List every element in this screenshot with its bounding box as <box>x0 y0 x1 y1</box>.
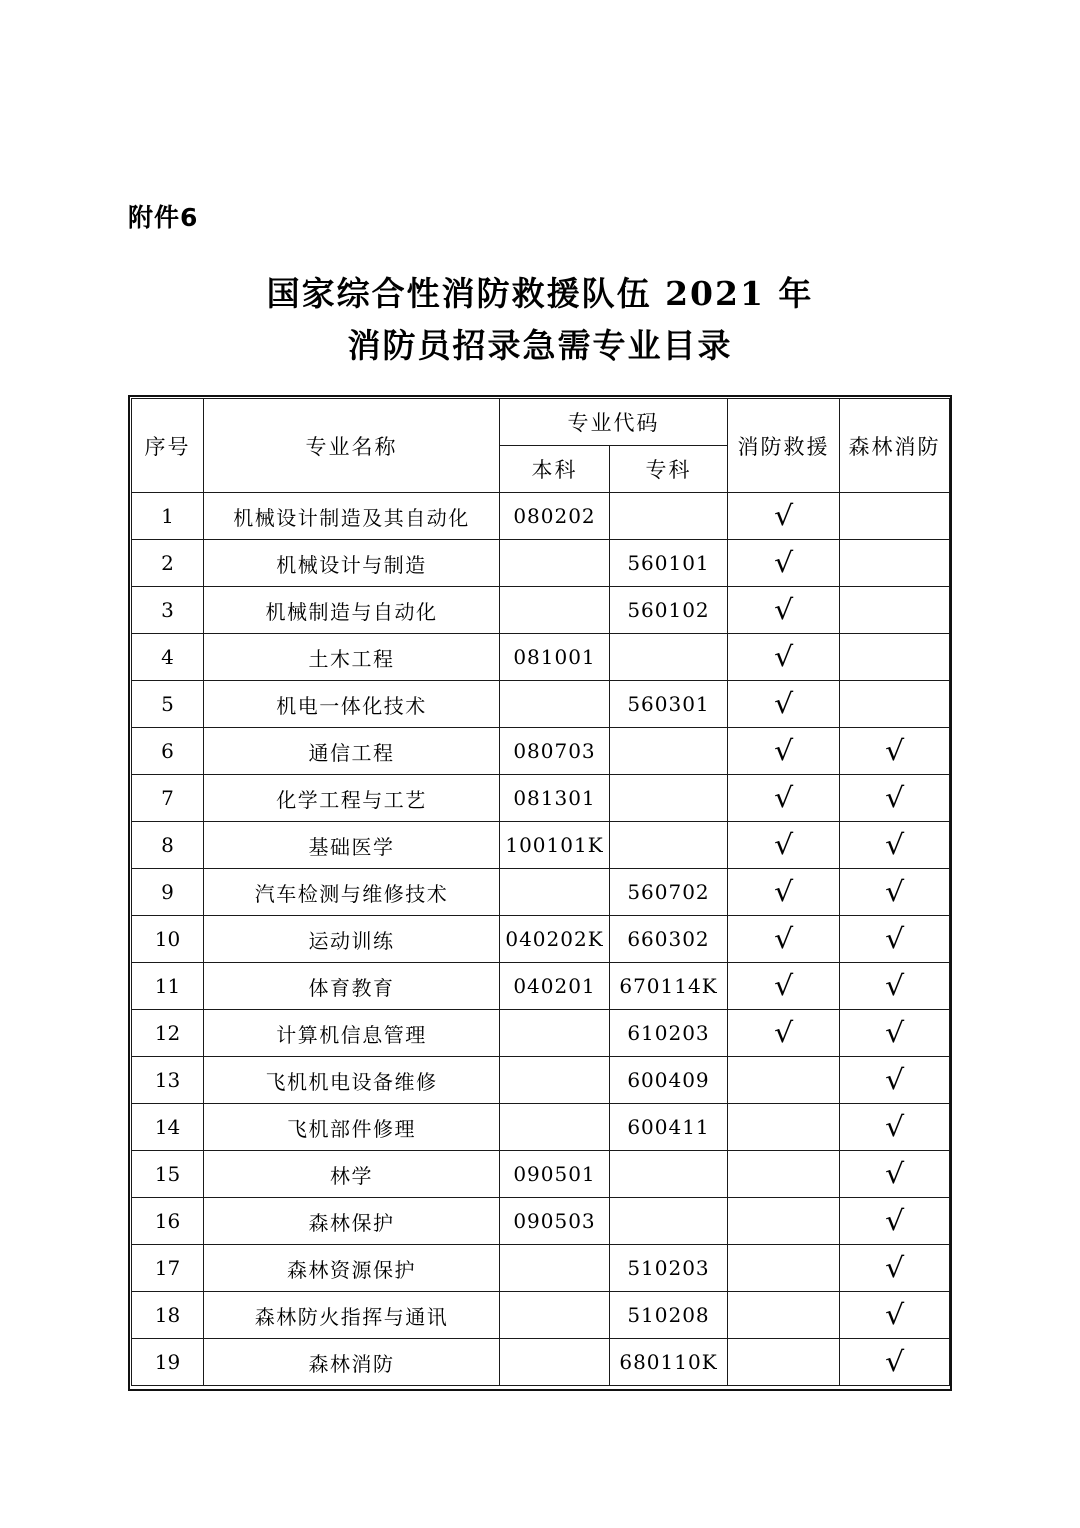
check-icon: √ <box>884 1157 905 1190</box>
cell-forest-fire <box>840 1245 950 1292</box>
cell-major-name: 飞机部件修理 <box>204 1104 500 1151</box>
cell-fire-rescue <box>728 1010 840 1057</box>
table-row <box>132 869 950 916</box>
title-line-1: 国家综合性消防救援队伍 2021 年 <box>266 274 814 313</box>
check-icon: √ <box>773 687 794 720</box>
cell-code-undergrad: 080703 <box>500 728 610 775</box>
table-row <box>132 1245 950 1292</box>
check-icon: √ <box>884 1251 905 1284</box>
check-icon: √ <box>773 875 794 908</box>
cell-code-college: 560102 <box>610 587 728 634</box>
cell-code-college: 600411 <box>610 1104 728 1151</box>
check-icon: √ <box>884 1110 905 1143</box>
header-forest-fire: 森林消防 <box>840 399 950 493</box>
cell-major-name: 汽车检测与维修技术 <box>204 869 500 916</box>
cell-forest-fire <box>840 1292 950 1339</box>
cell-fire-rescue <box>728 1339 840 1386</box>
cell-index: 13 <box>132 1057 204 1104</box>
cell-major-name: 森林防火指挥与通讯 <box>204 1292 500 1339</box>
table-row <box>132 916 950 963</box>
cell-major-name: 土木工程 <box>204 634 500 681</box>
cell-major-name: 森林保护 <box>204 1198 500 1245</box>
table-header <box>132 399 950 493</box>
table-row <box>132 493 950 540</box>
cell-fire-rescue <box>728 493 840 540</box>
header-index: 序号 <box>132 399 204 493</box>
check-icon: √ <box>884 875 905 908</box>
cell-code-college <box>610 493 728 540</box>
cell-major-name: 森林消防 <box>204 1339 500 1386</box>
table-row <box>132 728 950 775</box>
cell-code-undergrad: 081301 <box>500 775 610 822</box>
cell-major-name: 计算机信息管理 <box>204 1010 500 1057</box>
cell-forest-fire <box>840 634 950 681</box>
check-icon: √ <box>773 922 794 955</box>
cell-code-undergrad: 040201 <box>500 963 610 1010</box>
cell-index: 16 <box>132 1198 204 1245</box>
cell-code-undergrad: 040202K <box>500 916 610 963</box>
table-row <box>132 587 950 634</box>
cell-code-undergrad <box>500 1245 610 1292</box>
cell-fire-rescue <box>728 1104 840 1151</box>
check-icon: √ <box>884 1204 905 1237</box>
cell-code-undergrad <box>500 1010 610 1057</box>
cell-index: 11 <box>132 963 204 1010</box>
table-row <box>132 1104 950 1151</box>
check-icon: √ <box>884 1298 905 1331</box>
cell-forest-fire <box>840 681 950 728</box>
table-row <box>132 822 950 869</box>
check-icon: √ <box>884 1063 905 1096</box>
cell-fire-rescue <box>728 1245 840 1292</box>
cell-fire-rescue <box>728 728 840 775</box>
check-icon: √ <box>884 1345 905 1378</box>
cell-fire-rescue <box>728 681 840 728</box>
cell-code-college <box>610 1198 728 1245</box>
table-row <box>132 540 950 587</box>
cell-code-undergrad <box>500 1292 610 1339</box>
cell-code-undergrad: 080202 <box>500 493 610 540</box>
cell-code-undergrad <box>500 681 610 728</box>
check-icon: √ <box>884 1016 905 1049</box>
cell-forest-fire <box>840 587 950 634</box>
cell-code-college: 610203 <box>610 1010 728 1057</box>
cell-code-undergrad <box>500 869 610 916</box>
cell-major-name: 通信工程 <box>204 728 500 775</box>
cell-fire-rescue <box>728 963 840 1010</box>
cell-index: 4 <box>132 634 204 681</box>
cell-code-college: 510203 <box>610 1245 728 1292</box>
cell-code-undergrad <box>500 540 610 587</box>
cell-code-college: 560301 <box>610 681 728 728</box>
cell-code-college <box>610 728 728 775</box>
cell-code-college: 680110K <box>610 1339 728 1386</box>
cell-index: 8 <box>132 822 204 869</box>
cell-forest-fire <box>840 540 950 587</box>
cell-index: 3 <box>132 587 204 634</box>
cell-major-name: 化学工程与工艺 <box>204 775 500 822</box>
cell-fire-rescue <box>728 775 840 822</box>
cell-index: 17 <box>132 1245 204 1292</box>
cell-major-name: 林学 <box>204 1151 500 1198</box>
cell-forest-fire <box>840 869 950 916</box>
check-icon: √ <box>884 781 905 814</box>
page-title <box>0 268 1080 372</box>
cell-code-college: 600409 <box>610 1057 728 1104</box>
header-major-name: 专业名称 <box>204 399 500 493</box>
cell-fire-rescue <box>728 916 840 963</box>
cell-index: 7 <box>132 775 204 822</box>
table-header-row-1 <box>132 399 950 446</box>
table-row <box>132 634 950 681</box>
cell-code-college: 660302 <box>610 916 728 963</box>
cell-index: 9 <box>132 869 204 916</box>
cell-major-name: 机械设计制造及其自动化 <box>204 493 500 540</box>
table-row <box>132 1057 950 1104</box>
check-icon: √ <box>884 734 905 767</box>
cell-fire-rescue <box>728 587 840 634</box>
check-icon: √ <box>773 969 794 1002</box>
check-icon: √ <box>773 781 794 814</box>
cell-index: 18 <box>132 1292 204 1339</box>
cell-forest-fire <box>840 822 950 869</box>
cell-major-name: 体育教育 <box>204 963 500 1010</box>
attachment-label: 附件6 <box>128 203 199 232</box>
cell-index: 14 <box>132 1104 204 1151</box>
cell-index: 19 <box>132 1339 204 1386</box>
cell-index: 10 <box>132 916 204 963</box>
cell-code-undergrad: 100101K <box>500 822 610 869</box>
header-major-code: 专业代码 <box>500 399 728 446</box>
cell-forest-fire <box>840 493 950 540</box>
cell-code-college: 670114K <box>610 963 728 1010</box>
header-fire-rescue: 消防救援 <box>728 399 840 493</box>
cell-fire-rescue <box>728 1292 840 1339</box>
cell-fire-rescue <box>728 869 840 916</box>
table-row <box>132 1151 950 1198</box>
cell-code-college: 560702 <box>610 869 728 916</box>
check-icon: √ <box>773 828 794 861</box>
cell-forest-fire <box>840 916 950 963</box>
cell-forest-fire <box>840 963 950 1010</box>
cell-index: 12 <box>132 1010 204 1057</box>
check-icon: √ <box>773 499 794 532</box>
cell-forest-fire <box>840 728 950 775</box>
table-row <box>132 681 950 728</box>
cell-code-undergrad: 081001 <box>500 634 610 681</box>
cell-code-college: 510208 <box>610 1292 728 1339</box>
cell-index: 2 <box>132 540 204 587</box>
cell-forest-fire <box>840 1151 950 1198</box>
cell-code-undergrad <box>500 1104 610 1151</box>
cell-major-name: 基础医学 <box>204 822 500 869</box>
cell-forest-fire <box>840 1339 950 1386</box>
table-row <box>132 963 950 1010</box>
header-code-undergrad: 本科 <box>500 446 610 493</box>
cell-code-college <box>610 634 728 681</box>
check-icon: √ <box>884 969 905 1002</box>
cell-major-name: 机械制造与自动化 <box>204 587 500 634</box>
cell-forest-fire <box>840 1010 950 1057</box>
cell-fire-rescue <box>728 822 840 869</box>
cell-index: 1 <box>132 493 204 540</box>
cell-fire-rescue <box>728 1198 840 1245</box>
cell-fire-rescue <box>728 1151 840 1198</box>
check-icon: √ <box>884 828 905 861</box>
check-icon: √ <box>884 922 905 955</box>
title-line-2: 消防员招录急需专业目录 <box>347 326 733 365</box>
cell-code-college <box>610 1151 728 1198</box>
cell-major-name: 机械设计与制造 <box>204 540 500 587</box>
cell-index: 6 <box>132 728 204 775</box>
cell-major-name: 机电一体化技术 <box>204 681 500 728</box>
cell-major-name: 飞机机电设备维修 <box>204 1057 500 1104</box>
check-icon: √ <box>773 546 794 579</box>
table-row <box>132 1198 950 1245</box>
cell-code-college <box>610 775 728 822</box>
check-icon: √ <box>773 593 794 626</box>
table-row <box>132 1010 950 1057</box>
cell-code-undergrad: 090501 <box>500 1151 610 1198</box>
header-code-college: 专科 <box>610 446 728 493</box>
cell-fire-rescue <box>728 1057 840 1104</box>
cell-index: 5 <box>132 681 204 728</box>
cell-major-name: 运动训练 <box>204 916 500 963</box>
cell-fire-rescue <box>728 634 840 681</box>
cell-forest-fire <box>840 1057 950 1104</box>
check-icon: √ <box>773 640 794 673</box>
table-row <box>132 775 950 822</box>
cell-major-name: 森林资源保护 <box>204 1245 500 1292</box>
table-body <box>132 493 950 1386</box>
check-icon: √ <box>773 734 794 767</box>
cell-fire-rescue <box>728 540 840 587</box>
cell-code-college: 560101 <box>610 540 728 587</box>
cell-forest-fire <box>840 1104 950 1151</box>
cell-forest-fire <box>840 775 950 822</box>
major-catalog-table <box>131 398 950 1386</box>
cell-forest-fire <box>840 1198 950 1245</box>
table-row <box>132 1339 950 1386</box>
cell-code-undergrad: 090503 <box>500 1198 610 1245</box>
cell-code-undergrad <box>500 587 610 634</box>
table-row <box>132 1292 950 1339</box>
cell-code-college <box>610 822 728 869</box>
cell-code-undergrad <box>500 1057 610 1104</box>
cell-code-undergrad <box>500 1339 610 1386</box>
check-icon: √ <box>773 1016 794 1049</box>
cell-index: 15 <box>132 1151 204 1198</box>
